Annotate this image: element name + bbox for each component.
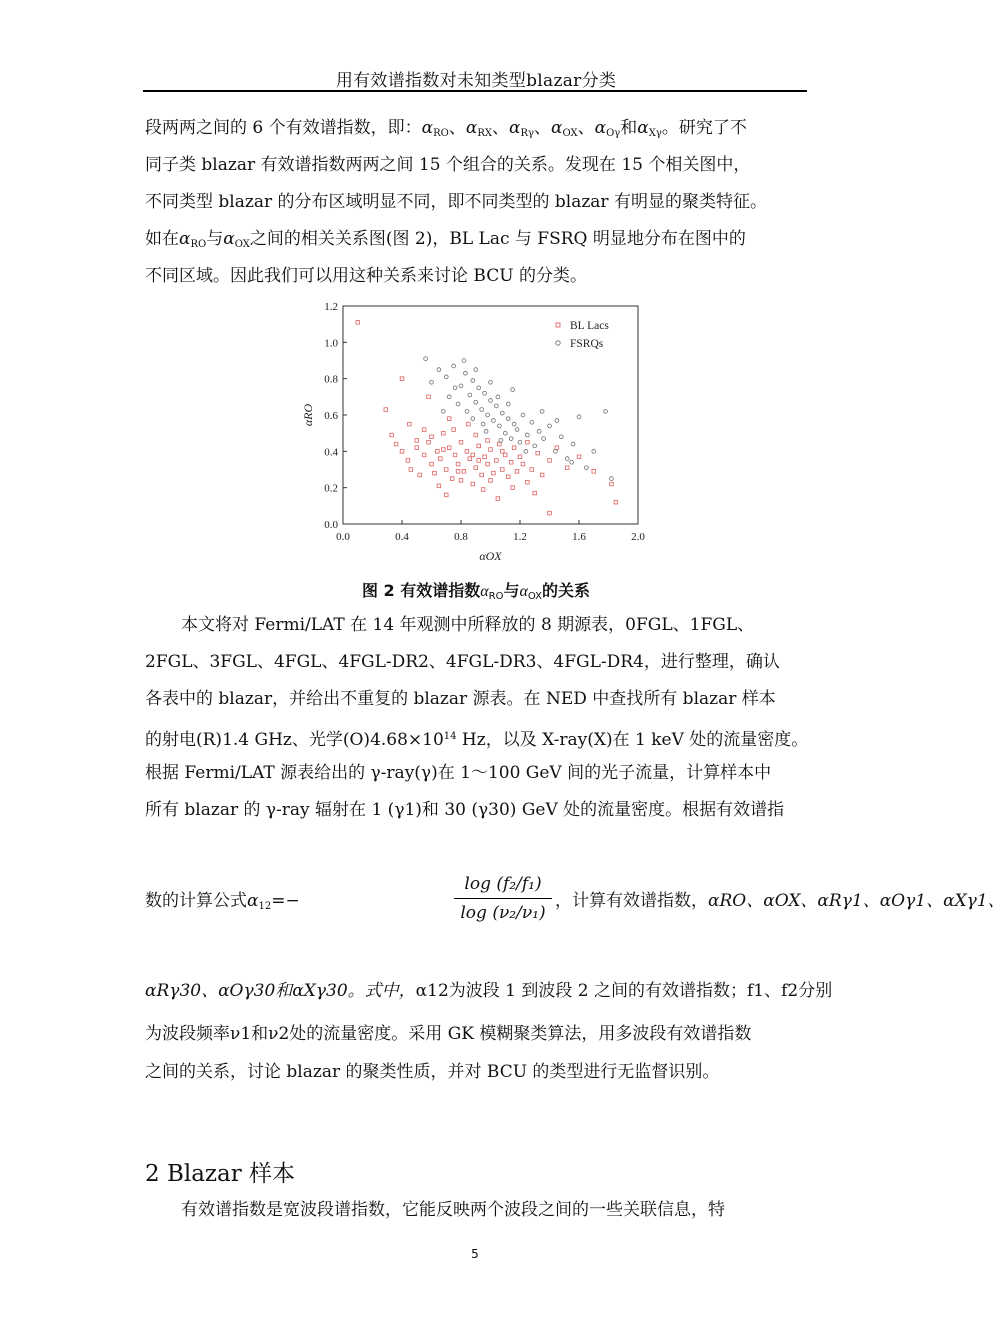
data-point-bl-lac: [415, 446, 419, 450]
legend-marker-bl-lacs: [556, 323, 560, 327]
data-point-fsrq: [604, 409, 608, 413]
data-point-bl-lac: [409, 468, 413, 472]
data-point-bl-lac: [442, 448, 446, 452]
data-point-bl-lac: [486, 462, 490, 466]
subscript-rg: Rγ: [520, 128, 534, 139]
x-tick-label: 0.4: [395, 531, 409, 543]
data-point-bl-lac: [408, 422, 412, 426]
para3-line2: 为波段频率ν1和ν2处的流量密度。采用 GK 模糊聚类算法，用多波段有效谱指数: [145, 1024, 752, 1044]
para2-line4: [145, 718, 807, 755]
y-tick-label: 0.4: [324, 446, 338, 459]
separator: 、: [448, 118, 466, 138]
data-point-fsrq: [495, 404, 499, 408]
data-point-bl-lac: [533, 491, 537, 495]
data-point-bl-lac: [442, 431, 446, 435]
data-point-fsrq: [518, 440, 522, 444]
data-point-fsrq: [483, 391, 487, 395]
formula-line: [145, 868, 1005, 928]
data-point-fsrq: [489, 399, 493, 403]
data-point-bl-lac: [477, 444, 481, 448]
data-point-fsrq: [537, 429, 541, 433]
subscript-ox: OX: [562, 128, 578, 139]
data-point-bl-lac: [468, 457, 472, 461]
data-point-fsrq: [453, 386, 457, 390]
data-point-fsrq: [571, 442, 575, 446]
formula-lead-text: 数的计算公式: [145, 891, 247, 911]
alpha-symbol: α: [594, 118, 607, 138]
data-point-bl-lac: [430, 462, 434, 466]
series-fsrqs: [424, 357, 614, 481]
alpha-symbol: α: [637, 118, 649, 138]
separator: 、: [491, 118, 509, 138]
subscript-ox: OX: [527, 591, 542, 602]
data-point-bl-lac: [422, 453, 426, 457]
paragraph-3: [145, 967, 833, 1091]
para2-line4-lead: 的射电(R)1.4 GHz、光学(O)4.68×10: [145, 730, 444, 750]
x-tick-label: 1.6: [572, 531, 586, 543]
data-point-fsrq: [456, 402, 460, 406]
data-point-bl-lac: [437, 484, 441, 488]
data-point-bl-lac: [512, 446, 516, 450]
data-point-fsrq: [437, 368, 441, 372]
exponent: 14: [443, 731, 457, 742]
data-point-bl-lac: [390, 433, 394, 437]
data-point-fsrq: [592, 449, 596, 453]
data-point-fsrq: [559, 435, 563, 439]
y-tick-label: 1.2: [324, 301, 338, 313]
data-point-bl-lac: [400, 377, 404, 381]
formula-index-list: αRO、αOX、αRγ1、αOγ1、αXγ1、: [708, 891, 1005, 911]
data-point-fsrq: [430, 380, 434, 384]
data-point-bl-lac: [415, 439, 419, 443]
data-point-fsrq: [521, 413, 525, 417]
para3-line3: 之间的关系，讨论 blazar 的聚类性质，并对 BCU 的类型进行无监督识别。: [145, 1062, 720, 1082]
data-point-bl-lac: [592, 470, 596, 474]
subscript-ro: RO: [488, 591, 504, 602]
fraction: [454, 872, 552, 925]
data-point-bl-lac: [511, 486, 515, 490]
separator: 、: [533, 118, 551, 138]
data-point-fsrq: [441, 409, 445, 413]
para1-line4-tail: 之间的相关关系图(图 2)，BL Lac 与 FSRQ 明显地分布在图中的: [249, 229, 746, 249]
data-point-bl-lac: [422, 428, 426, 432]
para2-line5: 根据 Fermi/LAT 源表给出的 γ-ray(γ)在 1～100 GeV 间的光子流量，计算样本中: [145, 763, 772, 783]
data-point-bl-lac: [433, 471, 437, 475]
para1-line1-text: 段两两之间的 6 个有效谱指数，即：: [145, 118, 422, 138]
data-point-fsrq: [492, 419, 496, 423]
data-point-fsrq: [554, 449, 558, 453]
data-point-fsrq: [471, 379, 475, 383]
data-point-bl-lac: [548, 459, 552, 463]
data-point-bl-lac: [555, 446, 559, 450]
caption-prefix: 图 2 有效谱指数: [361, 581, 481, 600]
subscript-ro: RO: [190, 239, 207, 250]
data-point-bl-lac: [577, 455, 581, 459]
y-tick-label: 0.2: [324, 482, 338, 495]
running-header: 用有效谱指数对未知类型blazar分类: [335, 71, 617, 91]
data-point-fsrq: [444, 375, 448, 379]
data-point-bl-lac: [515, 470, 519, 474]
data-point-fsrq: [452, 364, 456, 368]
data-point-fsrq: [468, 393, 472, 397]
data-point-bl-lac: [400, 450, 404, 454]
data-point-fsrq: [584, 466, 588, 470]
data-point-fsrq: [548, 424, 552, 428]
data-point-fsrq: [524, 449, 528, 453]
data-point-fsrq: [533, 444, 537, 448]
para3-line1: [145, 967, 833, 1015]
subscript-ox: OX: [234, 239, 250, 250]
paragraph-4: [145, 1192, 807, 1229]
conjunction: 和: [620, 118, 638, 138]
data-point-fsrq: [447, 395, 451, 399]
data-point-bl-lac: [471, 482, 475, 486]
section-heading: 2 Blazar 样本: [145, 1161, 296, 1187]
data-point-bl-lac: [526, 440, 530, 444]
data-point-fsrq: [530, 420, 534, 424]
x-tick-label: 2.0: [631, 531, 645, 543]
para1-line4: [145, 221, 807, 258]
data-point-bl-lac: [498, 442, 502, 446]
data-point-fsrq: [499, 439, 503, 443]
para1-line1: [145, 110, 807, 147]
y-tick-label: 0.8: [324, 373, 338, 386]
data-point-bl-lac: [518, 455, 522, 459]
subscript-xg: Xγ: [648, 128, 662, 139]
data-point-fsrq: [496, 395, 500, 399]
data-point-bl-lac: [480, 473, 484, 477]
legend-label-fsrqs: FSRQs: [570, 338, 604, 350]
data-point-bl-lac: [481, 488, 485, 492]
formula-lead: [145, 886, 300, 912]
data-point-fsrq: [481, 422, 485, 426]
data-point-bl-lac: [503, 453, 507, 457]
data-point-fsrq: [500, 411, 504, 415]
data-point-bl-lac: [496, 497, 500, 501]
para1-line3: 不同类型 blazar 的分布区域明显不同，即不同类型的 blazar 有明显的聚类特征。: [145, 192, 767, 212]
data-point-fsrq: [506, 402, 510, 406]
data-point-bl-lac: [467, 422, 471, 426]
legend-marker-fsrqs: [556, 341, 560, 345]
subscript-rx: RX: [477, 128, 492, 139]
data-point-fsrq: [424, 357, 428, 361]
y-tick-label: 0.6: [324, 410, 338, 422]
data-point-bl-lac: [536, 451, 540, 455]
subscript-ro: RO: [433, 128, 449, 139]
data-point-fsrq: [525, 433, 529, 437]
x-tick-label: 0.8: [454, 531, 468, 543]
formula-after: ，计算有效谱指数，: [555, 891, 708, 911]
data-point-bl-lac: [471, 453, 475, 457]
data-point-bl-lac: [444, 468, 448, 472]
data-point-bl-lac: [453, 453, 457, 457]
data-point-bl-lac: [430, 435, 434, 439]
data-point-fsrq: [477, 386, 481, 390]
data-point-bl-lac: [521, 462, 525, 466]
data-point-bl-lac: [450, 477, 454, 481]
formula-tail: [555, 886, 1005, 911]
data-point-fsrq: [506, 417, 510, 421]
x-tick-label: 0.0: [336, 531, 350, 543]
data-point-fsrq: [462, 359, 466, 363]
y-axis-label: αRO: [301, 403, 315, 427]
alpha-symbol: α: [421, 118, 434, 138]
fraction-denominator: log (ν₂/ν₁): [460, 903, 546, 923]
para1-line5: 不同区域。因此我们可以用这种关系来讨论 BCU 的分类。: [145, 266, 587, 286]
data-point-fsrq: [464, 371, 468, 375]
figure-caption: [145, 578, 807, 602]
data-point-bl-lac: [356, 321, 360, 325]
para1-line4-mid: 与: [206, 229, 224, 249]
fraction-numerator: log (f₂/f₁): [464, 874, 542, 894]
data-point-fsrq: [471, 417, 475, 421]
x-axis-label: αOX: [479, 549, 502, 563]
data-point-fsrq: [484, 429, 488, 433]
period: 。: [661, 118, 679, 138]
data-point-fsrq: [503, 431, 507, 435]
paragraph-2: [145, 607, 807, 829]
data-point-bl-lac: [456, 470, 460, 474]
fraction-bar: [454, 898, 552, 899]
data-point-fsrq: [459, 384, 463, 388]
data-point-bl-lac: [530, 468, 534, 472]
para2-line3: 各表中的 blazar，并给出不重复的 blazar 源表。在 NED 中查找所有 blazar 样本: [145, 689, 776, 709]
data-point-bl-lac: [565, 466, 569, 470]
data-point-bl-lac: [501, 468, 505, 472]
data-point-fsrq: [486, 413, 490, 417]
separator: 、: [577, 118, 595, 138]
data-point-bl-lac: [526, 480, 530, 484]
para1-line1-tail: 研究了不: [678, 118, 747, 138]
para4-line1: 有效谱指数是宽波段谱指数，它能反映两个波段之间的一些关联信息，特: [181, 1200, 725, 1220]
data-point-bl-lac: [447, 417, 451, 421]
alpha-symbol: α: [480, 583, 489, 600]
alpha-symbol: α: [465, 118, 478, 138]
header-rule: [143, 90, 807, 92]
data-point-fsrq: [509, 437, 513, 441]
para1-line2: 同子类 blazar 有效谱指数两两之间 15 个组合的关系。发现在 15 个相关图中，: [145, 155, 751, 175]
para1-line4-lead: 如在: [145, 229, 179, 249]
data-point-bl-lac: [456, 462, 460, 466]
data-point-bl-lac: [439, 457, 443, 461]
x-tick-label: 1.2: [513, 531, 527, 543]
data-point-fsrq: [489, 380, 493, 384]
data-point-fsrq: [474, 400, 478, 404]
paragraph-1: [145, 110, 807, 295]
y-tick-label: 0.0: [324, 519, 338, 531]
data-point-fsrq: [577, 415, 581, 419]
data-point-bl-lac: [427, 395, 431, 399]
data-point-bl-lac: [509, 460, 513, 464]
data-point-fsrq: [465, 409, 469, 413]
data-point-bl-lac: [459, 479, 463, 483]
data-point-bl-lac: [474, 466, 478, 470]
alpha-symbol: α: [508, 118, 521, 138]
data-point-bl-lac: [447, 446, 451, 450]
para2-line4-tail: Hz，以及 X-ray(X)在 1 keV 处的流量密度。: [456, 730, 809, 750]
data-point-bl-lac: [492, 471, 496, 475]
data-point-fsrq: [497, 424, 501, 428]
data-point-fsrq: [515, 428, 519, 432]
data-point-fsrq: [570, 460, 574, 464]
data-point-bl-lac: [495, 459, 499, 463]
alpha-symbol: α: [247, 891, 259, 911]
x-axis: [336, 520, 645, 543]
data-point-fsrq: [542, 437, 546, 441]
para2-line1: 本文将对 Fermi/LAT 在 14 年观测中所释放的 8 期源表，0FGL、1FGL、: [181, 615, 755, 635]
data-point-bl-lac: [477, 459, 481, 463]
data-point-bl-lac: [427, 440, 431, 444]
alpha-symbol: α: [550, 118, 563, 138]
data-point-bl-lac: [489, 479, 493, 483]
data-point-fsrq: [480, 408, 484, 412]
para3-line1-lead: αRγ30、αOγ30和αXγ30。式中，: [145, 981, 416, 1001]
data-point-fsrq: [540, 409, 544, 413]
para2-line2: 2FGL、3FGL、4FGL、4FGL-DR2、4FGL-DR3、4FGL-DR4，进行整理，确认: [145, 652, 780, 672]
page-number: 5: [471, 1247, 479, 1261]
scatter-chart: [300, 298, 660, 573]
data-point-bl-lac: [452, 428, 456, 432]
data-point-bl-lac: [489, 448, 493, 452]
equals-minus: =−: [271, 891, 300, 911]
data-point-fsrq: [474, 368, 478, 372]
data-point-bl-lac: [486, 439, 490, 443]
legend-label-bl-lacs: BL Lacs: [570, 320, 609, 332]
data-point-fsrq: [512, 422, 516, 426]
caption-suffix: 的关系: [542, 581, 591, 600]
subscript-og: Oγ: [606, 128, 621, 139]
data-point-fsrq: [511, 388, 515, 392]
alpha-symbol: α: [223, 229, 235, 249]
data-point-bl-lac: [501, 450, 505, 454]
para2-line6: 所有 blazar 的 γ-ray 辐射在 1 (γ1)和 30 (γ30) GeV 处的流量密度。根据有效谱指: [145, 800, 785, 820]
data-point-fsrq: [565, 457, 569, 461]
data-point-bl-lac: [462, 470, 466, 474]
subscript-12: 12: [258, 901, 272, 912]
para3-line1-tail: α12为波段 1 到波段 2 之间的有效谱指数；f1、f2分别: [415, 981, 833, 1001]
alpha-symbol: α: [519, 583, 528, 600]
data-point-fsrq: [555, 419, 559, 423]
data-point-bl-lac: [483, 455, 487, 459]
data-point-bl-lac: [436, 450, 440, 454]
data-point-bl-lac: [548, 511, 552, 515]
data-point-bl-lac: [474, 433, 478, 437]
data-point-bl-lac: [384, 408, 388, 412]
data-point-bl-lac: [465, 450, 469, 454]
data-point-bl-lac: [614, 500, 618, 504]
data-point-bl-lac: [540, 473, 544, 477]
chart-legend: [556, 320, 610, 350]
y-axis: [324, 301, 347, 531]
data-point-bl-lac: [459, 440, 463, 444]
data-point-bl-lac: [444, 493, 448, 497]
caption-mid: 与: [503, 581, 520, 600]
data-point-bl-lac: [406, 459, 410, 463]
data-point-bl-lac: [610, 482, 614, 486]
data-point-bl-lac: [394, 442, 398, 446]
y-tick-label: 1.0: [324, 337, 338, 350]
alpha-symbol: α: [179, 229, 191, 249]
data-point-fsrq: [610, 477, 614, 481]
data-point-bl-lac: [418, 473, 422, 477]
data-point-bl-lac: [506, 475, 510, 479]
